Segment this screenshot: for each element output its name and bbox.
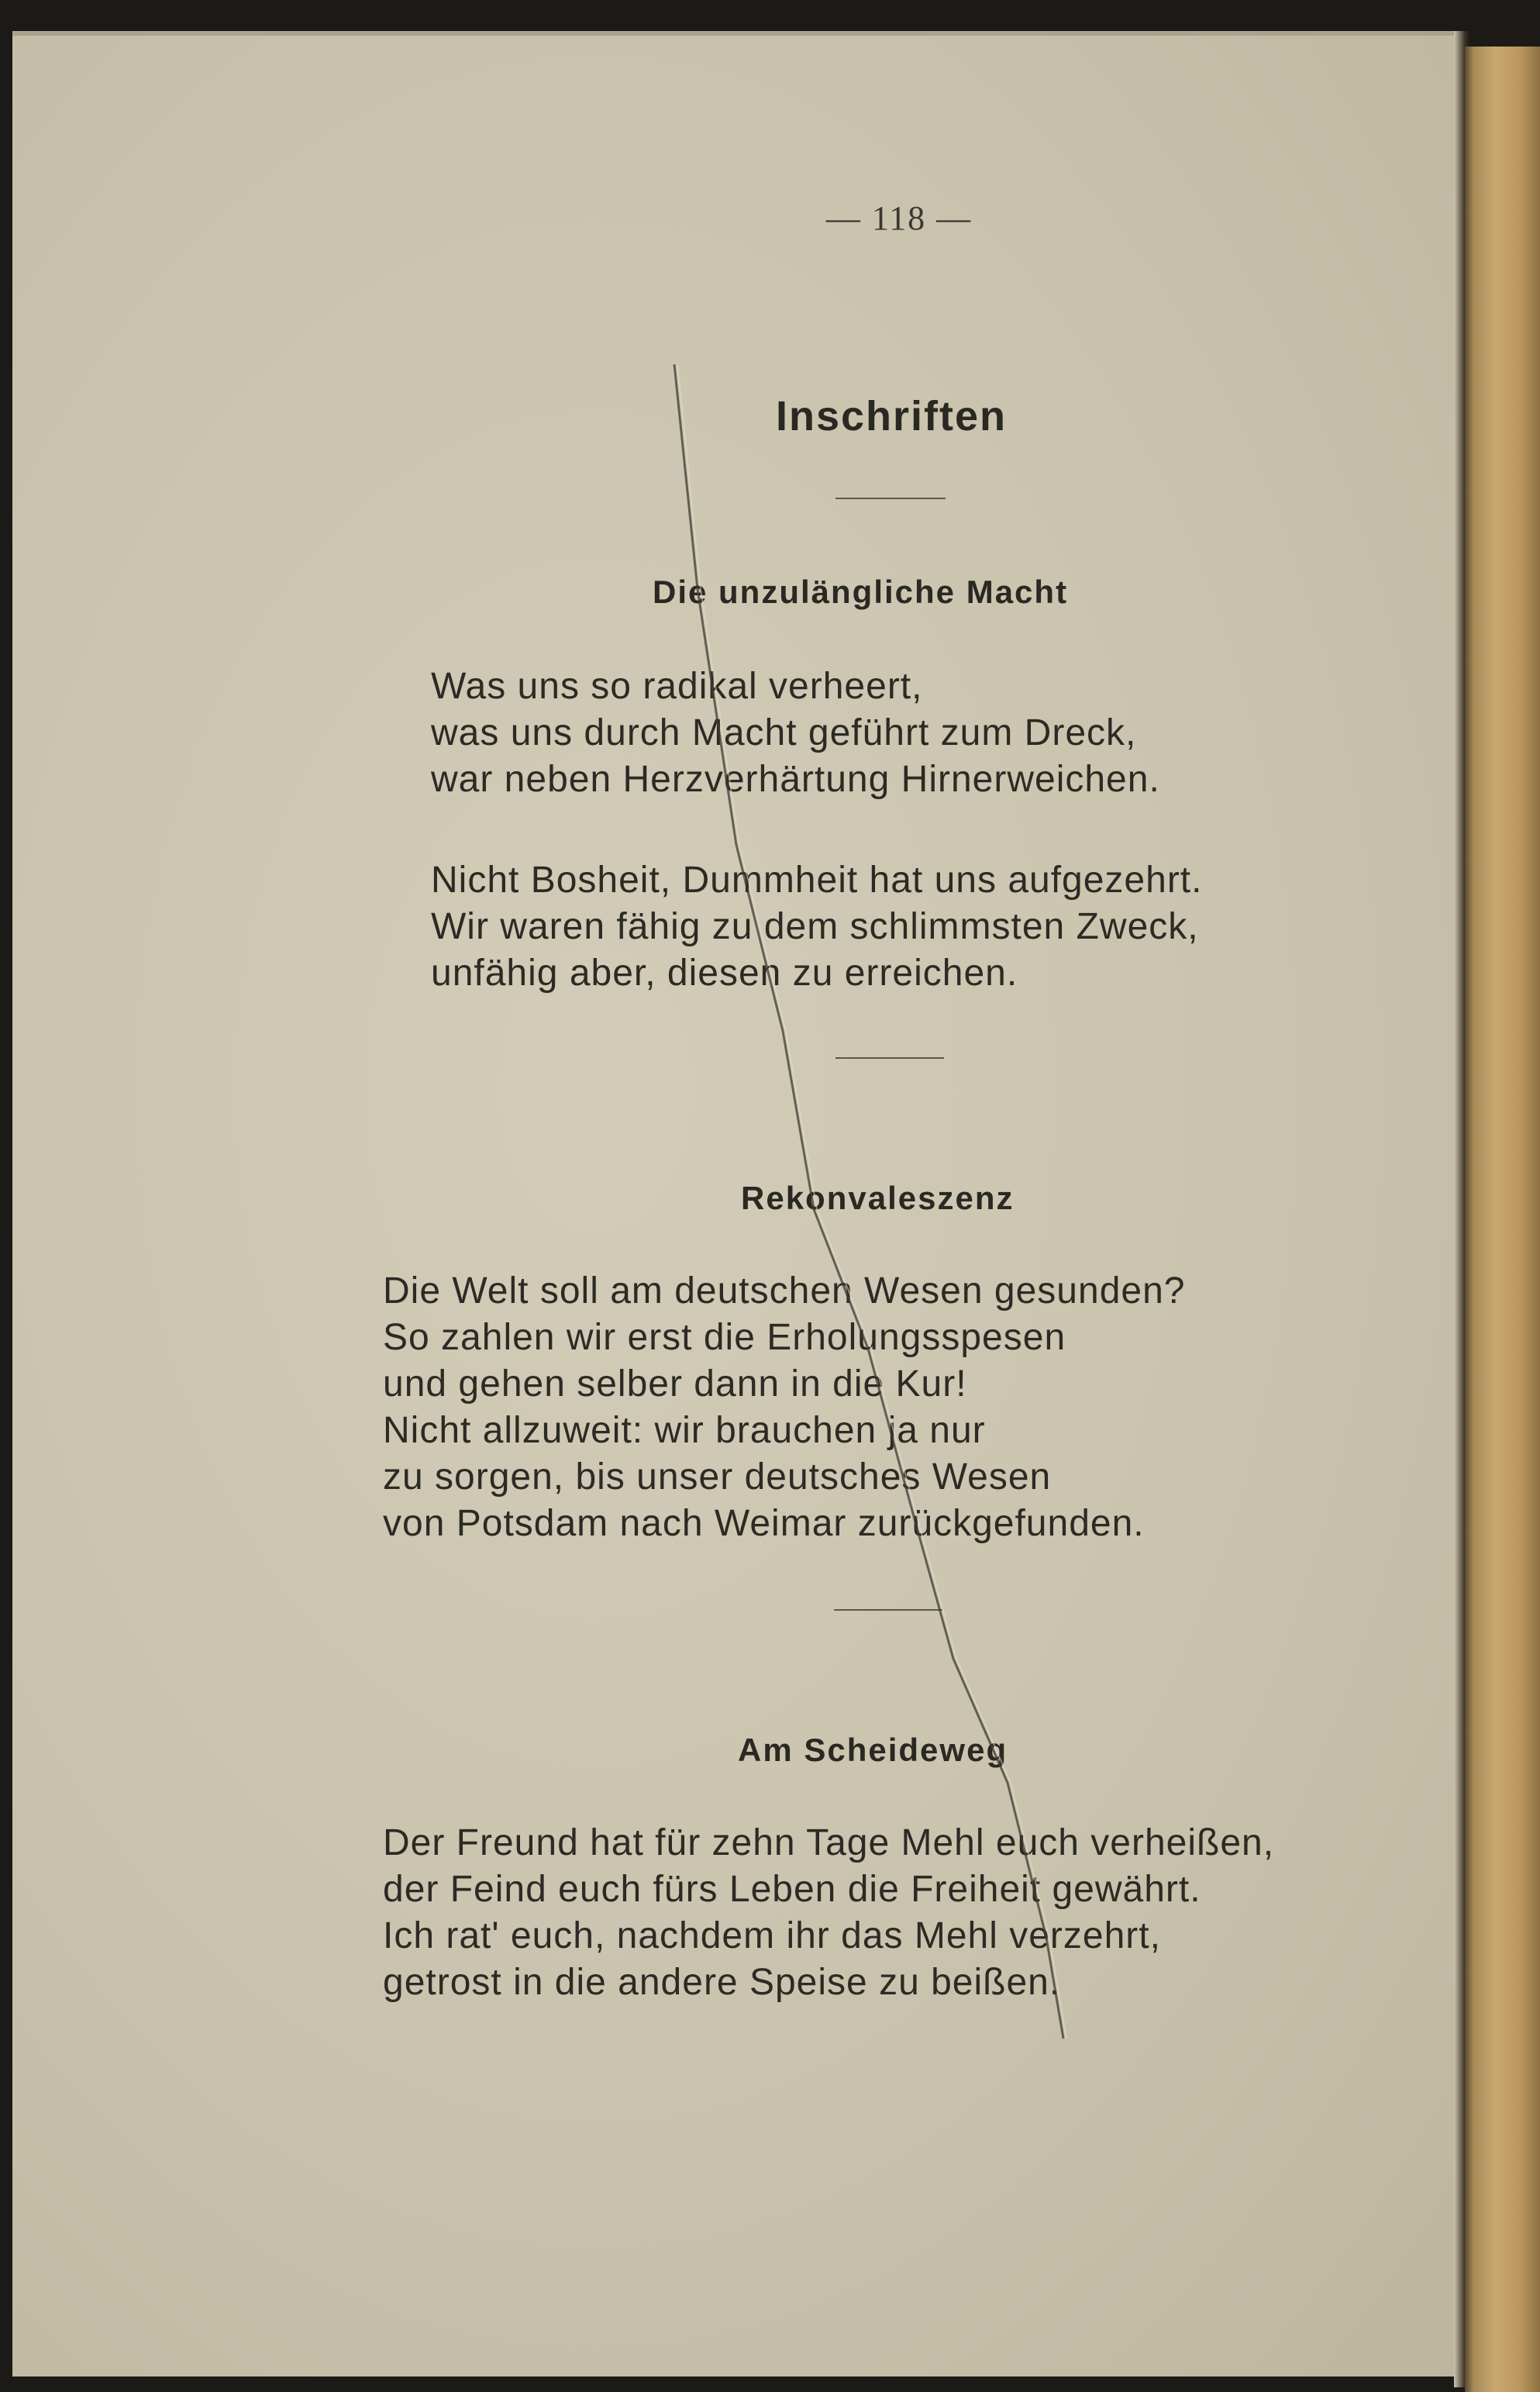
divider-rule bbox=[835, 498, 946, 499]
poem-line: Nicht Bosheit, Dummheit hat uns aufgezehrt. bbox=[431, 860, 1203, 901]
poem-line: Wir waren fähig zu dem schlimmsten Zweck, bbox=[431, 906, 1199, 947]
poem-line: Ich rat' euch, nachdem ihr das Mehl verzehrt, bbox=[383, 1915, 1161, 1956]
poem-title: Die unzulängliche Macht bbox=[653, 574, 1069, 610]
poem-line: Was uns so radikal verheert, bbox=[431, 666, 923, 707]
page-number: — 118 — bbox=[825, 199, 973, 237]
poem-stanza bbox=[431, 663, 1160, 803]
poem-line: der Feind euch fürs Leben die Freiheit gewährt. bbox=[383, 1869, 1201, 1910]
poem-stanza bbox=[431, 857, 1202, 997]
poem-line: So zahlen wir erst die Erholungsspesen bbox=[383, 1317, 1066, 1358]
divider-rule bbox=[834, 1609, 942, 1611]
section-title: Inschriften bbox=[775, 393, 1008, 439]
poem-line: Die Welt soll am deutschen Wesen gesunden? bbox=[383, 1270, 1186, 1311]
poem-title: Rekonvaleszenz bbox=[741, 1180, 1015, 1216]
poem-line: war neben Herzverhärtung Hirnerweichen. bbox=[431, 759, 1160, 800]
poem-stanza bbox=[383, 1820, 1274, 2006]
poem-line: unfähig aber, diesen zu erreichen. bbox=[431, 953, 1018, 994]
book-cover-edge bbox=[1465, 47, 1540, 2392]
divider-rule bbox=[835, 1057, 944, 1059]
poem-line: von Potsdam nach Weimar zurückgefunden. bbox=[383, 1503, 1145, 1544]
poem-line: was uns durch Macht geführt zum Dreck, bbox=[431, 712, 1137, 753]
poem-stanza bbox=[383, 1268, 1185, 1547]
poem-line: getrost in die andere Speise zu beißen. bbox=[383, 1962, 1061, 2003]
poem-line: Nicht allzuweit: wir brauchen ja nur bbox=[383, 1410, 986, 1451]
poem-line: Der Freund hat für zehn Tage Mehl euch verheißen, bbox=[383, 1822, 1275, 1863]
poem-line: und gehen selber dann in die Kur! bbox=[383, 1363, 967, 1405]
poem-title: Am Scheideweg bbox=[738, 1732, 1008, 1768]
poem-line: zu sorgen, bis unser deutsches Wesen bbox=[383, 1456, 1052, 1498]
